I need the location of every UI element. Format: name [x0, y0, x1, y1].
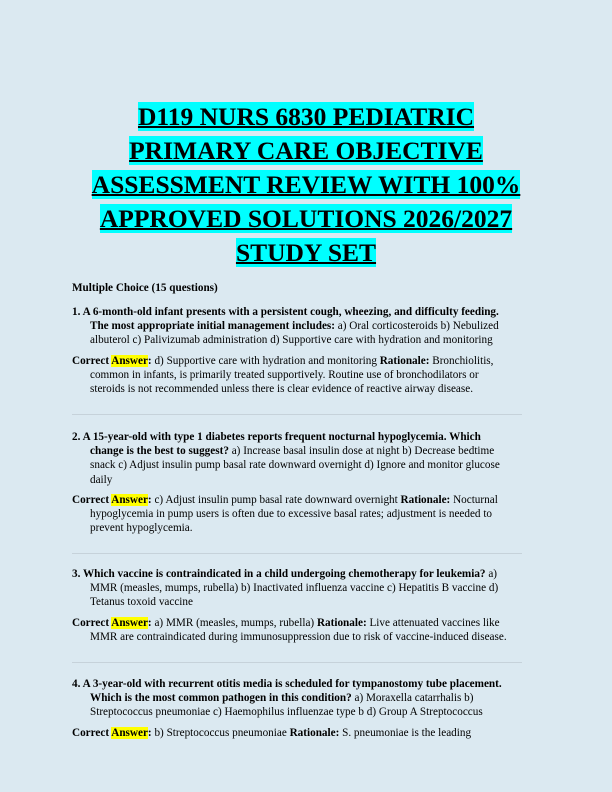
question-4: 4. A 3-year-old with recurrent otitis media is scheduled for tympanostomy tube placement. Which is the most common pathogen in this condition? a) Moraxella catarrhalis b) Streptococcus pneumoniae c) Haemophilus influenzae type b d) Group A Streptococcus [72, 678, 502, 719]
divider [72, 662, 522, 663]
answer-highlight: Answer [111, 727, 148, 739]
answer-3: Correct Answer: a) MMR (measles, mumps, rubella) Rationale: Live attenuated vaccines like MMR are contraindicated during immunosuppression due to risk of vaccine-induced disease. [72, 617, 507, 644]
answer-1: Correct Answer: d) Supportive care with hydration and monitoring Rationale: Bronchiolitis, common in infants, is primarily treated supportively. Routine use of bronchodilators or steroids is not recommended unless there is clear evidence of reactive airway disease. [72, 355, 494, 396]
title-line: PRIMARY CARE OBJECTIVE [129, 136, 483, 165]
question-text: 1. A 6-month-old infant presents with a persistent cough, wheezing, and difficulty feeding. [72, 306, 499, 318]
answer-highlight: Answer [111, 617, 148, 629]
document-title [40, 100, 572, 270]
answer-4: Correct Answer: b) Streptococcus pneumoniae Rationale: S. pneumoniae is the leading [72, 727, 472, 739]
answer-2: Correct Answer: c) Adjust insulin pump basal rate downward overnight Rationale: Nocturnal hypoglycemia in pump users is often due to excessive basal rates; adjustment is needed to prevent hypoglycemia. [72, 494, 498, 535]
answer-highlight: Answer [111, 355, 148, 367]
question-3: 3. Which vaccine is contraindicated in a child undergoing chemotherapy for leukemia? a) MMR (measles, mumps, rubella) b) Inactivated influenza vaccine c) Hepatitis B vaccine d) Tetanus toxoid vaccine [72, 568, 499, 609]
question-2: 2. A 15-year-old with type 1 diabetes reports frequent nocturnal hypoglycemia. Which change is the best to suggest? a) Increase basal insulin dose at night b) Decrease bedtime snack c) Adjust insulin pump basal rate downward overnight d) Ignore and monitor glucose daily [72, 431, 500, 486]
title-line: ASSESSMENT REVIEW WITH 100% [91, 170, 521, 199]
title-line: APPROVED SOLUTIONS 2026/2027 [99, 204, 513, 233]
title-line: D119 NURS 6830 PEDIATRIC [137, 102, 475, 131]
section-heading: Multiple Choice (15 questions) [72, 282, 218, 294]
divider [72, 553, 522, 554]
divider [72, 414, 522, 415]
title-line: STUDY SET [235, 238, 377, 267]
answer-highlight: Answer [111, 494, 148, 506]
question-1: 1. A 6-month-old infant presents with a persistent cough, wheezing, and difficulty feeding. The most appropriate initial management includes: a) Oral corticosteroids b) Nebulized albuterol c) Palivizumab administration d) Supportive care with hydration and monitoring [72, 305, 538, 348]
